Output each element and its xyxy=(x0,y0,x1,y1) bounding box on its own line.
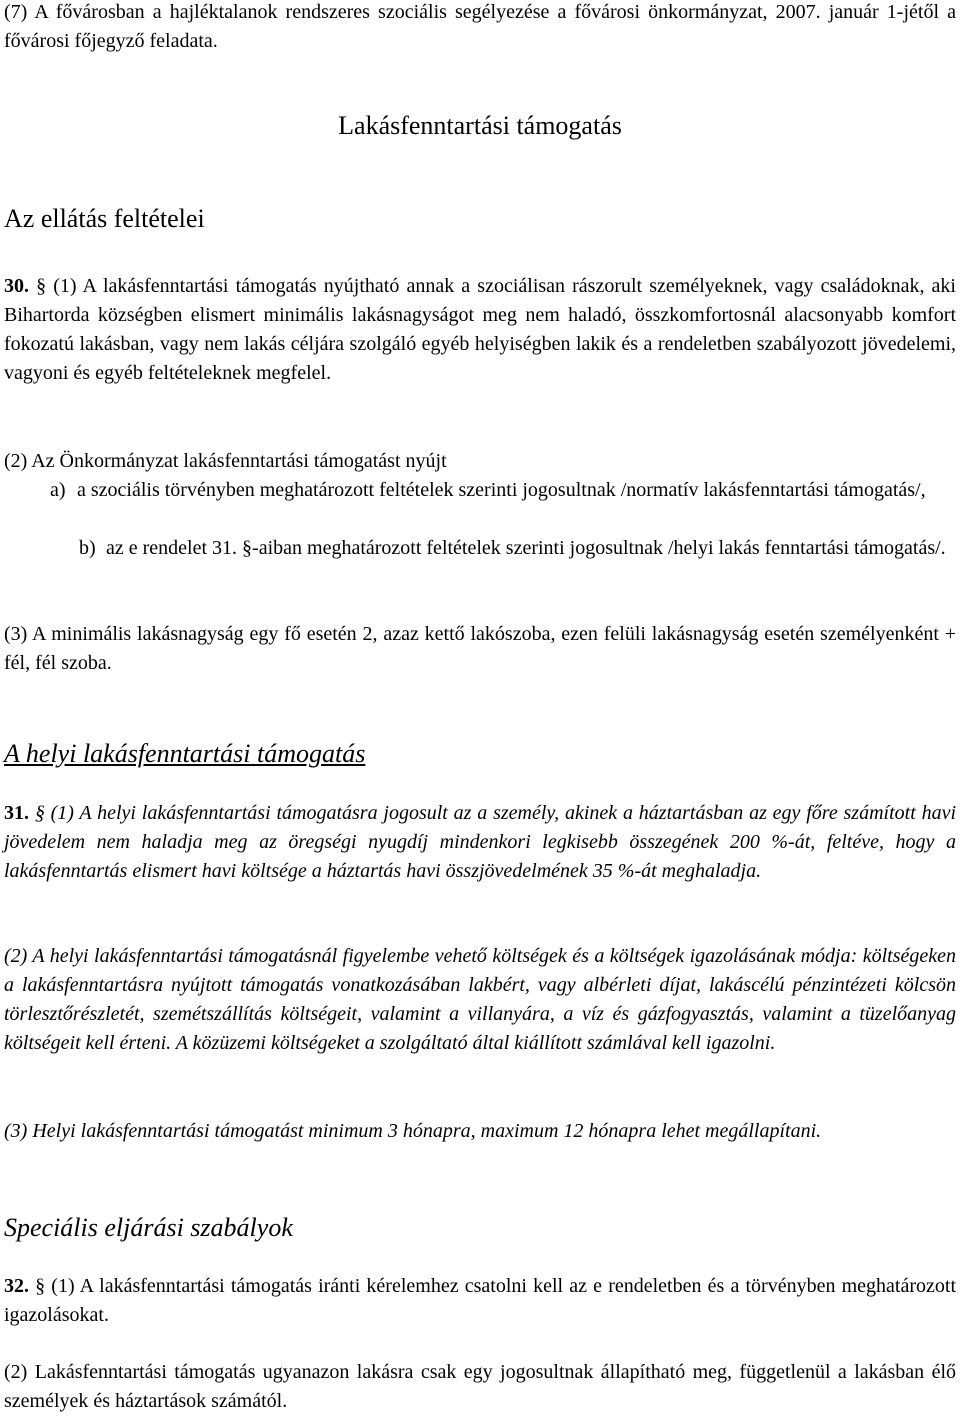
s31-paragraph-2: (2) A helyi lakásfenntartási támogatásnál figyelembe vehető költségek és a költségek igazolásának módja: költségeken a lakásfenntartásra nyújtott támogatás vonatkozásában lakbért, vagy albérleti díjat, lakáscélú pénzintézeti kölcsön törlesztőrészletét, szemétszállítás költségeit, valamint a villanyára, a víz és gázfogyasztás, valamint a tüzelőanyag költségeit kell érteni. A közüzemi költségeket a szolgáltató által kiállított számlával kell igazolni. xyxy=(4,945,956,1054)
s30-number: 30. xyxy=(4,275,29,297)
s32-number: 32. xyxy=(4,1275,29,1297)
s30-paragraph-2: (2) Az Önkormányzat lakásfenntartási támogatást nyújt xyxy=(4,450,447,472)
special-heading: Speciális eljárási szabályok xyxy=(4,1213,293,1242)
s31-paragraph-3: (3) Helyi lakásfenntartási támogatást minimum 3 hónapra, maximum 12 hónapra lehet megállapítani. xyxy=(4,1120,822,1142)
subsection-title: Az ellátás feltételei xyxy=(4,204,205,233)
s31-p1-text: § (1) A helyi lakásfenntartási támogatásra jogosult az a személy, akinek a háztartásban az egy főre számított havi jövedelem nem haladja meg az öregségi nyugdíj mindenkori legkisebb összegének 200 %-át, feltéve, hogy a lakásfenntartás elismert havi költsége a háztartás havi összjövedelmének 35 %-át meghaladja. xyxy=(4,802,957,882)
s32-paragraph-2: (2) Lakásfenntartási támogatás ugyanazon lakásra csak egy jogosultnak állapítható meg, függetlenül a lakásban élő személyek és háztartások számától. xyxy=(4,1361,956,1412)
section-title: Lakásfenntartási támogatás xyxy=(338,111,622,140)
s30-paragraph-3: (3) A minimális lakásnagyság egy fő esetén 2, azaz kettő lakószoba, ezen felüli lakásnagyság esetén személyenként + fél, fél szoba. xyxy=(4,623,956,674)
s31-paragraph-1 xyxy=(4,799,956,886)
s32-p1-text: § (1) A lakásfenntartási támogatás iránti kérelemhez csatolni kell az e rendeletben és a törvényben meghatározott igazolásokat. xyxy=(4,1275,957,1326)
s31-number: 31. xyxy=(4,802,29,824)
s30-p1-text: § (1) A lakásfenntartási támogatás nyújtható annak a szociálisan rászorult személyeknek, vagy családoknak, aki Bihartorda községben elismert minimális lakásnagyságot meg nem haladó, összkomfortosnál alacsonyabb komfort fokozatú lakásban, vagy nem lakás céljára szolgáló egyéb helyiségben lakik és a rendeletben szabályozott jövedelemi, vagyoni és egyéb feltételeknek megfelel. xyxy=(4,275,956,384)
list-label-a: a) xyxy=(50,479,66,501)
helyi-heading: A helyi lakásfenntartási támogatás xyxy=(4,739,366,768)
s30-list-item-a xyxy=(50,476,956,505)
list-text-b: az e rendelet 31. §-aiban meghatározott feltételek szerinti jogosultnak /helyi lakás fenntartási támogatás/. xyxy=(106,537,946,559)
list-text-a: a szociális törvényben meghatározott feltételek szerinti jogosultnak /normatív lakásfenntartási támogatás/, xyxy=(77,479,926,501)
s30-paragraph-1 xyxy=(4,272,956,388)
list-label-b: b) xyxy=(79,537,96,559)
intro-paragraph: (7) A fővárosban a hajléktalanok rendszeres szociális segélyezése a fővárosi önkormányzat, 2007. január 1-jétől a fővárosi főjegyző feladata. xyxy=(4,1,956,52)
s30-list-item-b xyxy=(79,534,956,563)
s32-paragraph-1 xyxy=(4,1272,956,1330)
